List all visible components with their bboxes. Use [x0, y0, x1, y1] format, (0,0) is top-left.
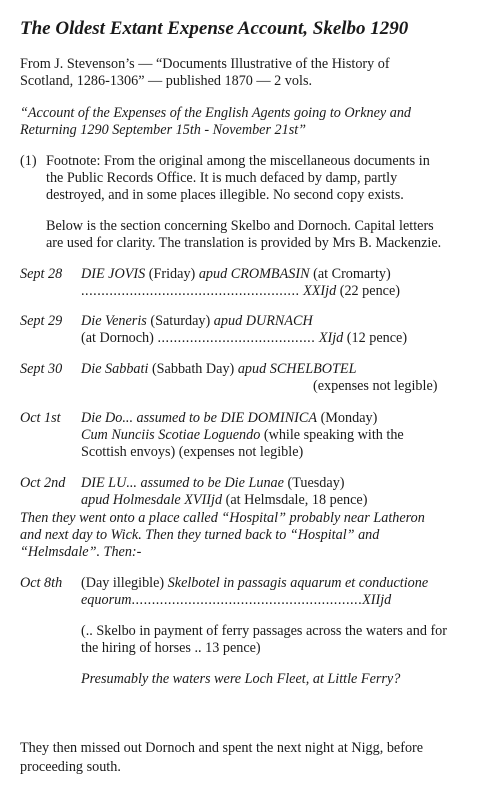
footnote-line-2: the Public Records Office. It is much defaced by damp, partly — [46, 170, 398, 186]
itinerary-note-line-3: “Helmsdale”. Then:- — [20, 544, 142, 560]
entry-amount-line — [81, 283, 400, 300]
entry-latin: equorum — [81, 592, 132, 608]
itinerary-note-line-1: Then they went onto a place called “Hospital” probably near Latheron — [20, 510, 425, 526]
footnote-line-1: Footnote: From the original among the miscellaneous documents in — [46, 153, 430, 169]
entry-day: (Friday) — [145, 266, 199, 282]
entry-amount-note: (12 pence) — [343, 330, 408, 346]
entry-line: Scottish envoys) (expenses not legible) — [81, 444, 304, 460]
entry-line — [81, 575, 428, 592]
entry-date: Oct 1st — [20, 410, 61, 426]
entry-day: (Tuesday) — [283, 475, 345, 491]
entry-date: Sept 30 — [20, 361, 63, 377]
entry-date: Sept 28 — [20, 266, 63, 282]
entry-date: Oct 2nd — [20, 475, 66, 491]
entry-day: (Saturday) — [146, 313, 214, 329]
leader-dots: ....................................... — [157, 330, 316, 346]
entry-place-latin: apud DURNACH — [213, 313, 313, 329]
entry-date: Sept 29 — [20, 313, 63, 329]
entry-place-latin: apud SCHELBOTEL — [237, 361, 357, 377]
entry-amount-line — [81, 592, 391, 609]
closing-line-1: They then missed out Dornoch and spent the next night at Nigg, before — [20, 740, 424, 756]
footnote-line-3: destroyed, and in some places illegible. No second copy exists. — [46, 187, 404, 203]
entry-latin: Die Veneris — [81, 313, 147, 329]
entry-day: (Sabbath Day) — [148, 361, 238, 377]
translation-line-2: the hiring of horses .. 13 pence) — [81, 640, 261, 656]
entry-latin: Die Do... assumed to be DIE DOMINICA — [81, 410, 318, 426]
entry-latin: Skelbotel in passagis aquarum et conductione — [167, 575, 429, 591]
entry-line — [81, 410, 377, 427]
footnote-marker: (1) — [20, 153, 37, 169]
itinerary-note-line-2: and next day to Wick. Then they turned back to “Hospital” and — [20, 527, 380, 543]
entry-line — [81, 361, 356, 378]
entry-latin: apud Holmesdale XVIIjd — [81, 492, 223, 508]
entry-amount: XIjd — [318, 330, 344, 346]
entry-translation: (at Helmsdale, 18 pence) — [222, 492, 368, 508]
translation-line-1: (.. Skelbo in payment of ferry passages across the waters and for — [81, 623, 448, 639]
entry-latin: Cum Nunciis Scotiae Loguendo — [81, 427, 261, 443]
entry-place: (at Dornoch) — [81, 330, 154, 346]
entry-date: Oct 8th — [20, 575, 63, 591]
leader-dots: ......................................................... — [131, 592, 363, 608]
entry-line — [81, 427, 404, 444]
entry-latin: DIE LU... assumed to be Die Lunae — [81, 475, 284, 491]
entry-line — [81, 266, 391, 283]
account-title-line-2: Returning 1290 September 15th - November 21st” — [20, 122, 307, 138]
entry-line — [81, 492, 367, 509]
entry-amount-line — [81, 330, 407, 347]
entry-amount: XIIjd — [362, 592, 392, 608]
source-line-2: Scotland, 1286-1306” — published 1870 — 2 vols. — [20, 73, 313, 89]
account-title-line-1: “Account of the Expenses of the English Agents going to Orkney and — [20, 105, 412, 121]
entry-latin: DIE JOVIS — [81, 266, 146, 282]
entry-day: (Day illegible) — [81, 575, 168, 591]
entry-day: (Monday) — [317, 410, 378, 426]
intro-line-2: are used for clarity. The translation is provided by Mrs B. Mackenzie. — [46, 235, 442, 251]
entry-latin: Die Sabbati — [81, 361, 149, 377]
entry-amount-note: (22 pence) — [336, 283, 400, 299]
page-title: The Oldest Extant Expense Account, Skelbo 1290 — [20, 18, 409, 39]
entry-place-latin: apud CROMBASIN — [198, 266, 310, 282]
leader-dots: ...................................................... — [81, 283, 300, 299]
closing-line-2: proceeding south. — [20, 759, 121, 775]
presumption-note: Presumably the waters were Loch Fleet, at Little Ferry? — [81, 671, 401, 687]
entry-translation: (while speaking with the — [260, 427, 404, 443]
entry-line — [81, 475, 345, 492]
source-line-1: From J. Stevenson’s — “Documents Illustrative of the History of — [20, 56, 390, 72]
entry-place: (at Cromarty) — [309, 266, 391, 282]
entry-line — [81, 313, 313, 330]
intro-line-1: Below is the section concerning Skelbo and Dornoch. Capital letters — [46, 218, 434, 234]
entry-expense-note: (expenses not legible) — [313, 378, 438, 394]
entry-amount: XXIjd — [303, 283, 337, 299]
